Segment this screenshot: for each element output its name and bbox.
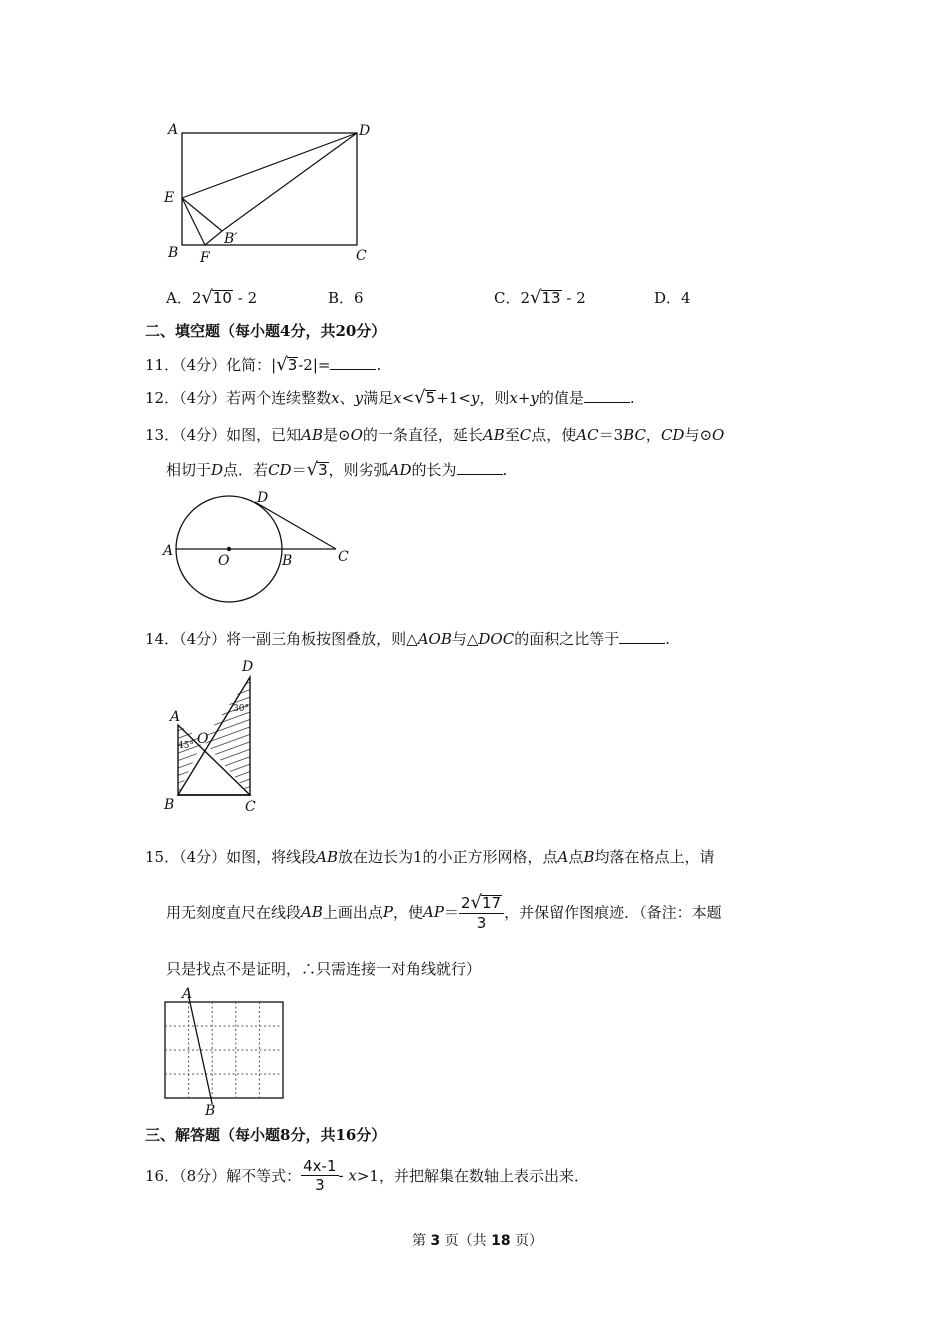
question-15-line-1: 15．（4分）如图，将线段AB放在边长为1的小正方形网格，点A点B均落在格点上，请 [145,848,715,866]
label-d: D [257,490,269,506]
angle-30: 30° [233,704,249,714]
label-d: D [359,123,371,139]
tangent-dc [255,502,336,549]
answer-blank [330,355,376,370]
label-b: B [205,1103,216,1116]
section-3-heading: 三、解答题（每小题8分，共16分） [145,1126,387,1144]
segment-ed [182,133,357,198]
option-d: D．4 [654,289,691,307]
q15-figure [160,984,290,1116]
answer-blank [457,460,503,475]
fraction-2sqrt17-over-3: $\frac{2√17}{3}$ [459,892,504,932]
question-11: 11．（4分）化简：|√3-2|= . [145,354,382,375]
segment-eb-prime [182,198,222,231]
label-c: C [356,248,367,264]
label-o: O [197,731,209,747]
question-13-line-1: 13．（4分）如图，已知AB是⊙O的一条直径，延长AB至C点，使AC＝3BC，CD与⊙O [145,426,725,444]
question-13-line-2: 相切于D点．若CD＝√3，则劣弧AD的长为 . [166,459,508,480]
option-b: B．6 [328,289,364,307]
segment-ef [182,198,205,245]
label-e: E [164,190,175,206]
fraction-4x-1-over-3: $\frac{4x-1}{3}$ [303,1157,337,1194]
question-14: 14．（4分）将一副三角板按图叠放，则△AOB与△DOC的面积之比等于 . [145,630,670,648]
segment-b-prime-d [222,133,357,231]
triangle-doc-hatch [203,677,250,795]
rectangle-abcd [182,133,357,245]
option-a: A．2√10 - 2 [166,287,258,308]
section-2-heading: 二、填空题（每小题4分，共20分） [145,322,387,340]
label-b: B [168,245,179,261]
label-b: B [164,797,175,813]
label-c: C [338,549,349,565]
answer-blank [619,629,665,644]
label-o: O [218,553,230,569]
grid-lines [165,1002,283,1098]
label-a: A [168,122,179,138]
question-15-line-3: 只是找点不是证明，∴只需连接一对角线就行） [166,960,482,978]
question-16: 16．（8分）解不等式： $\frac{4x-1}{3}$ - x>1，并把解集在数轴上表示出来． [145,1157,589,1194]
label-b: B [282,553,293,569]
label-a: A [163,543,174,559]
label-f: F [200,250,210,266]
q13-figure [160,485,360,610]
angle-45: 45° [178,741,194,751]
center-point [227,547,231,551]
label-a: A [170,709,181,725]
question-12: 12．（4分）若两个连续整数x、y满足x<√5+1<y，则x+y的值是 . [145,387,635,408]
page-footer: 第 3 页（共 18 页） [412,1233,544,1249]
segment-fb-prime [205,231,222,245]
label-c: C [245,799,256,815]
answer-blank [584,388,630,403]
label-d: D [242,659,254,675]
q14-figure [160,655,270,815]
question-15-line-2: 用无刻度直尺在线段AB上画出点P，使AP＝ $\frac{2√17}{3}$ ，并保留作图痕迹．（备注：本题 [166,892,722,932]
label-a: A [182,986,193,1002]
option-c: C．2√13 - 2 [494,287,586,308]
label-b-prime: B′ [224,231,238,247]
q10-figure [160,118,390,268]
